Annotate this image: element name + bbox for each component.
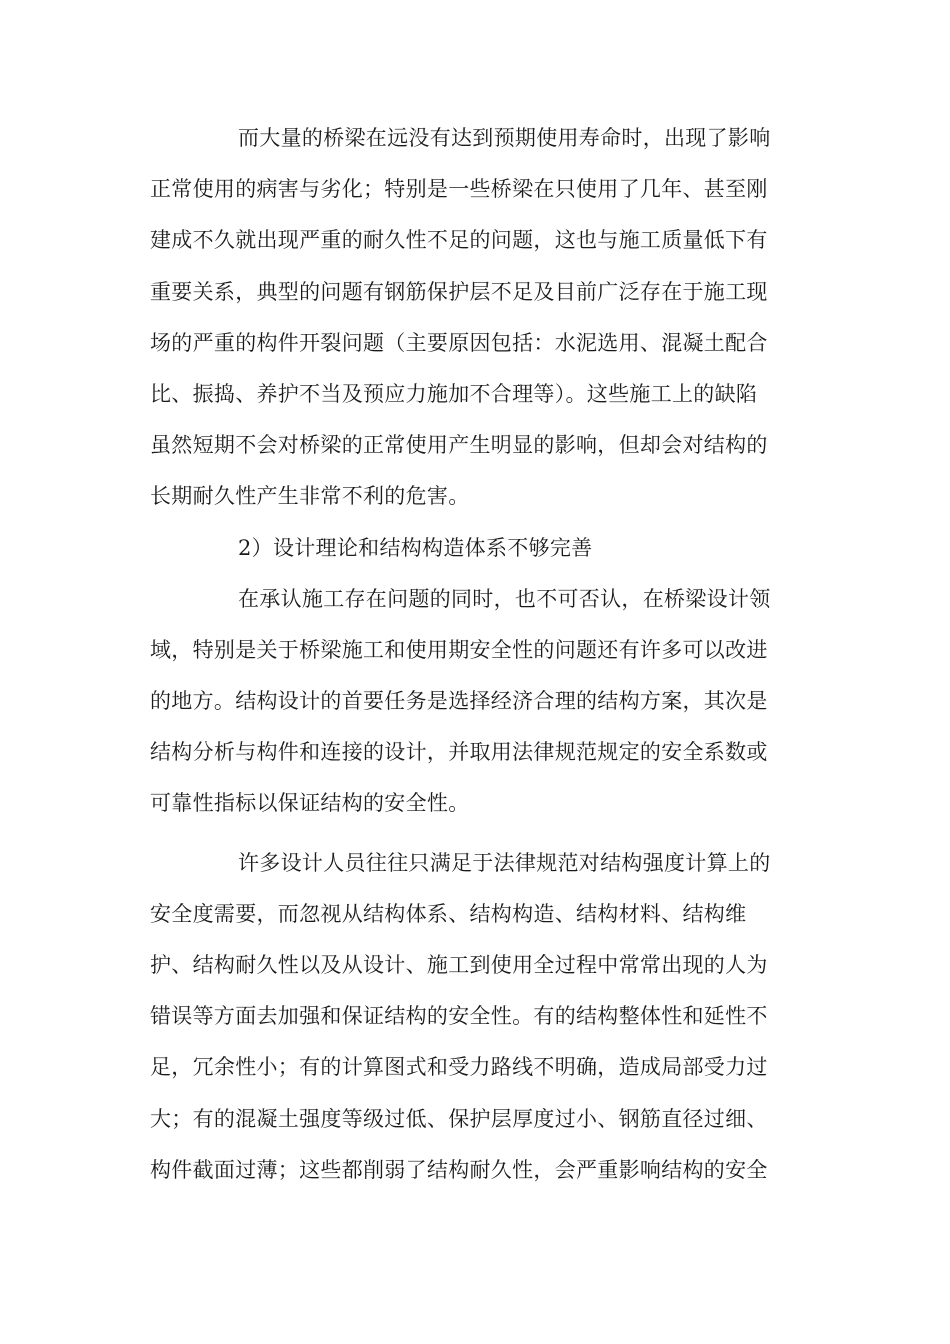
text-line: 虽然短期不会对桥梁的正常使用产生明显的影响，但却会对结构的	[150, 433, 768, 458]
text-line: 正常使用的病害与劣化；特别是一些桥梁在只使用了几年、甚至刚	[150, 177, 768, 202]
paragraph-3	[150, 841, 800, 1199]
paragraph-gap	[150, 833, 800, 841]
text-line: 许多设计人员往往只满足于法律规范对结构强度计算上的	[238, 850, 771, 875]
text-line: 护、结构耐久性以及从设计、施工到使用全过程中常常出现的人为	[150, 953, 768, 977]
text-line: 的地方。结构设计的首要任务是选择经济合理的结构方案，其次是	[150, 689, 768, 714]
section-heading	[150, 526, 800, 577]
text-line: 安全度需要，而忽视从结构体系、结构构造、结构材料、结构维	[150, 901, 747, 926]
text-line: 构件截面过薄；这些都削弱了结构耐久性，会严重影响结构的安全	[150, 1157, 768, 1182]
paragraph-1	[150, 116, 800, 526]
paragraph-2	[150, 577, 800, 833]
heading-line: 2）设计理论和结构构造体系不够完善	[238, 535, 593, 560]
text-line: 足，冗余性小；有的计算图式和受力路线不明确，造成局部受力过	[150, 1055, 768, 1080]
document-body	[150, 116, 800, 1199]
text-line: 可靠性指标以保证结构的安全性。	[150, 791, 470, 816]
text-line: 域，特别是关于桥梁施工和使用期安全性的问题还有许多可以改进	[150, 637, 768, 662]
text-line: 比、振捣、养护不当及预应力施加不合理等）。这些施工上的缺陷	[150, 381, 758, 406]
text-line: 重要关系，典型的问题有钢筋保护层不足及目前广泛存在于施工现	[150, 279, 768, 304]
text-line: 而大量的桥梁在远没有达到预期使用寿命时，出现了影响	[238, 126, 771, 150]
text-line: 长期耐久性产生非常不利的危害。	[150, 484, 470, 509]
text-line: 建成不久就出现严重的耐久性不足的问题，这也与施工质量低下有	[150, 228, 768, 253]
text-line: 错误等方面去加强和保证结构的安全性。有的结构整体性和延性不	[150, 1004, 768, 1029]
text-line: 结构分析与构件和连接的设计，并取用法律规范规定的安全系数或	[150, 740, 768, 765]
text-line: 在承认施工存在问题的同时，也不可否认，在桥梁设计领	[238, 586, 771, 611]
text-line: 大；有的混凝土强度等级过低、保护层厚度过小、钢筋直径过细、	[150, 1106, 768, 1131]
text-line: 场的严重的构件开裂问题（主要原因包括：水泥选用、混凝土配合	[150, 330, 768, 355]
